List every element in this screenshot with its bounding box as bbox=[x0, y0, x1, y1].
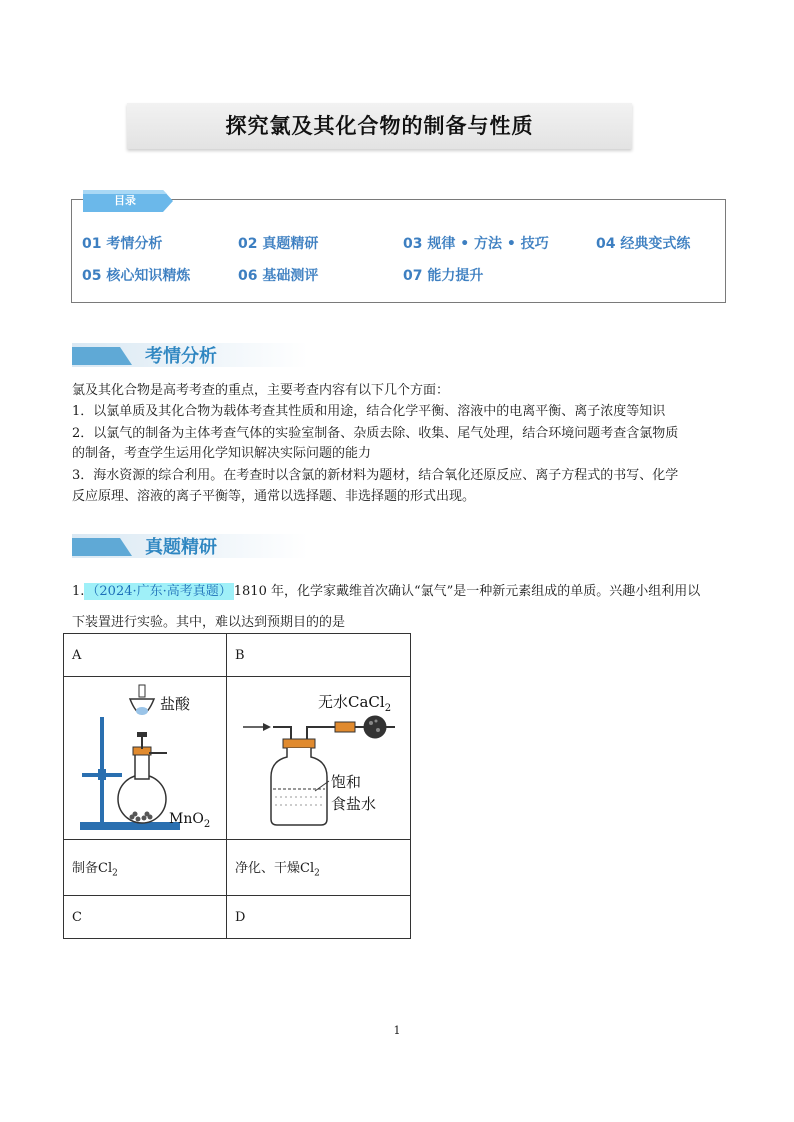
label-mno2: MnO$_2$ bbox=[169, 811, 211, 830]
apparatus-a-diagram bbox=[72, 677, 218, 835]
figure-a-cell bbox=[64, 677, 227, 840]
caption-b: 净化、干燥$Cl_2$ bbox=[227, 840, 411, 896]
question-number: 1. bbox=[72, 584, 85, 599]
analysis-line-3: 的制备，考查学生运用化学知识解决实际问题的能力 bbox=[72, 446, 372, 461]
page-title: 探究氯及其化合物的制备与性质 bbox=[225, 114, 534, 138]
toc-item-03[interactable]: 03 规律 • 方法 • 技巧 bbox=[403, 236, 549, 252]
toc-item-02[interactable]: 02 真题精研 bbox=[238, 236, 319, 252]
analysis-line-0: 氯及其化合物是高考考查的重点，主要考查内容有以下几个方面： bbox=[72, 383, 450, 398]
analysis-line-1: 1．以氯单质及其化合物为载体考查其性质和用途，结合化学平衡、溶液中的电离平衡、离子浓度等知识 bbox=[72, 404, 666, 419]
analysis-line-2: 2．以氯气的制备为主体考查气体的实验室制备、杂质去除、收集、尾气处理，结合环境问题考查含氯物质 bbox=[72, 426, 679, 441]
toc-tag-label: 目录 bbox=[114, 194, 136, 207]
toc-item-01[interactable]: 01 考情分析 bbox=[82, 236, 163, 252]
option-a-label[interactable]: A bbox=[64, 634, 227, 677]
options-table bbox=[63, 633, 411, 939]
option-c-label[interactable]: C bbox=[64, 896, 227, 939]
option-b-label[interactable]: B bbox=[227, 634, 411, 677]
caption-a: 制备$Cl_2$ bbox=[64, 840, 227, 896]
analysis-line-5: 反应原理、溶液的离子平衡等，通常以选择题、非选择题的形式出现。 bbox=[72, 489, 476, 504]
toc-item-07[interactable]: 07 能力提升 bbox=[403, 268, 484, 284]
section-heading-analysis: 考情分析 bbox=[145, 346, 217, 367]
option-d-label[interactable]: D bbox=[227, 896, 411, 939]
question-source-badge: （2024·广东·高考真题） bbox=[86, 584, 232, 599]
section-heading-research: 真题精研 bbox=[145, 537, 217, 558]
toc-item-05[interactable]: 05 核心知识精炼 bbox=[82, 268, 191, 284]
page-number: 1 bbox=[393, 1024, 401, 1037]
label-hcl: 盐酸 bbox=[160, 695, 191, 713]
question-text-1: 1810 年，化学家戴维首次确认“氯气”是一种新元素组成的单质。兴趣小组利用以 bbox=[233, 584, 701, 599]
analysis-line-4: 3．海水资源的综合利用。在考查时以含氯的新材料为题材，结合氧化还原反应、离子方程式的书写、化学 bbox=[72, 468, 679, 483]
question-text-2: 下装置进行实验。其中，难以达到预期目的的是 bbox=[72, 615, 346, 630]
toc-item-04[interactable]: 04 经典变式练 bbox=[596, 236, 691, 252]
label-cacl2: 无水CaCl$_2$ bbox=[318, 693, 392, 714]
question-line-1 bbox=[72, 580, 700, 599]
figure-b-cell bbox=[227, 677, 411, 840]
label-saturated: 饱和 bbox=[331, 773, 362, 791]
label-brine: 食盐水 bbox=[331, 795, 377, 813]
apparatus-b-diagram bbox=[235, 677, 402, 835]
toc-item-06[interactable]: 06 基础测评 bbox=[238, 268, 319, 284]
